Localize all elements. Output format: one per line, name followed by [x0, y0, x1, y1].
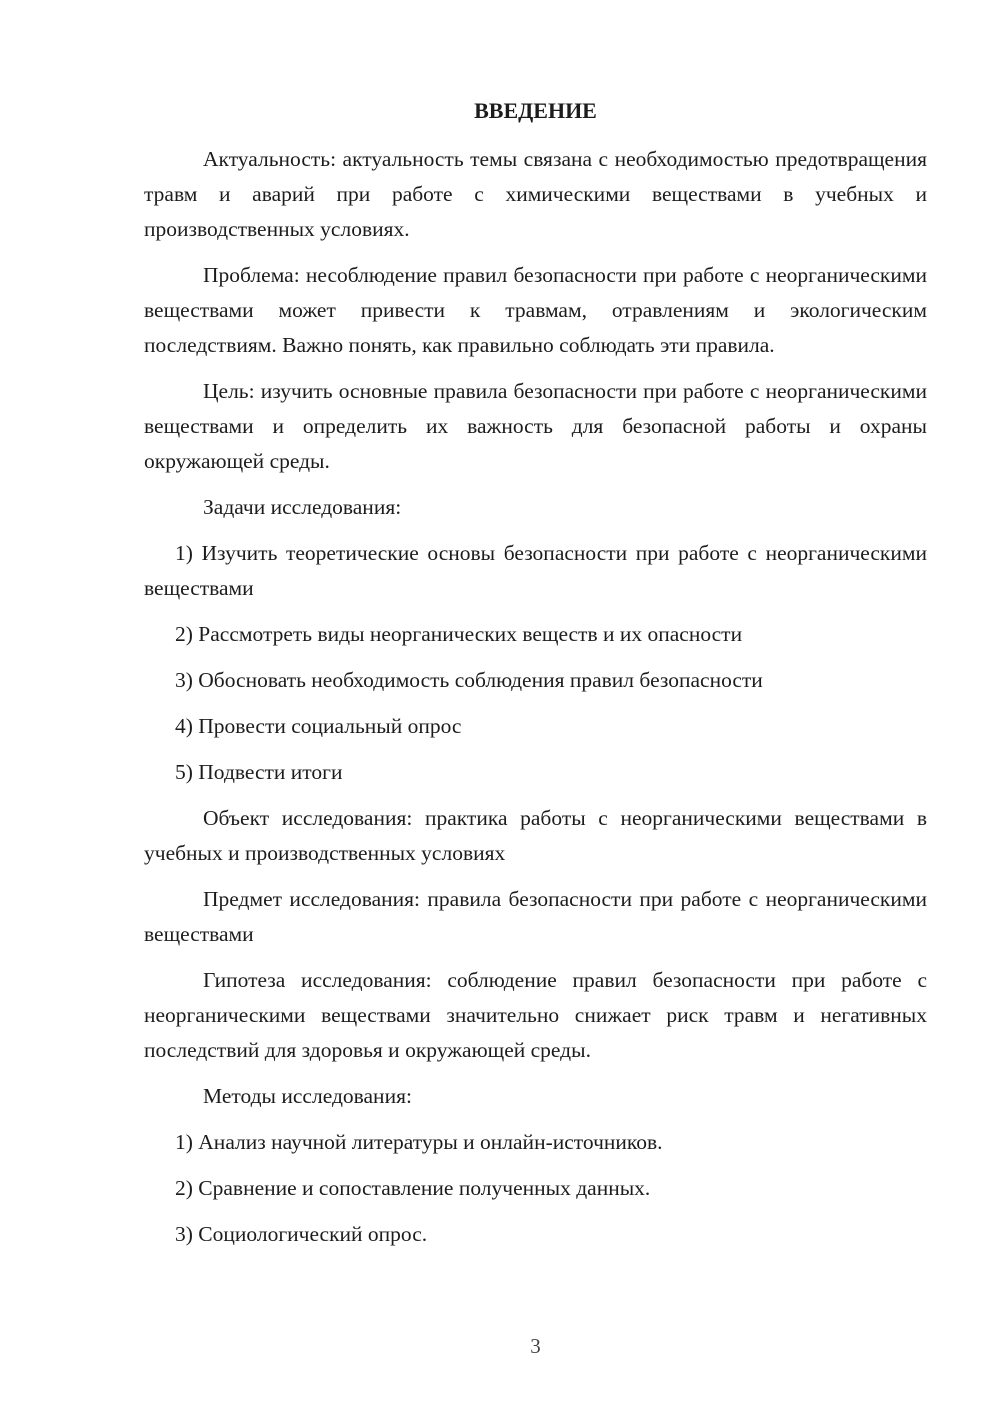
methods-heading: Методы исследования: [203, 1084, 412, 1108]
method-item: 1) Анализ научной литературы и онлайн-источников. [175, 1130, 663, 1154]
page-title: ВВЕДЕНИЕ [474, 98, 597, 123]
task-item: 4) Провести социальный опрос [175, 714, 462, 738]
method-item: 3) Социологический опрос. [175, 1222, 428, 1246]
document-body [144, 142, 927, 1263]
task-item: 1) Изучить теоретические основы безопасности при работе с неорганическими веществами [144, 541, 927, 600]
problem-paragraph: Проблема: несоблюдение правил безопасности при работе с неорганическими веществами может привести к травмам, отравлениям и экологическим последствиям. Важно понять, как правильно соблюдать эти правила. [144, 263, 927, 357]
task-item: 3) Обосновать необходимость соблюдения правил безопасности [175, 668, 763, 692]
page-number: 3 [530, 1334, 541, 1358]
task-item: 2) Рассмотреть виды неорганических веществ и их опасности [175, 622, 743, 646]
document-page [144, 0, 927, 1414]
object-paragraph: Объект исследования: практика работы с неорганическими веществами в учебных и производственных условиях [144, 806, 927, 865]
method-item: 2) Сравнение и сопоставление полученных данных. [175, 1176, 651, 1200]
subject-paragraph: Предмет исследования: правила безопасности при работе с неорганическими веществами [144, 887, 927, 946]
task-item: 5) Подвести итоги [175, 760, 343, 784]
hypothesis-paragraph: Гипотеза исследования: соблюдение правил безопасности при работе с неорганическими веществами значительно снижает риск травм и негативных последствий для здоровья и окружающей среды. [144, 968, 927, 1062]
tasks-heading: Задачи исследования: [203, 495, 402, 519]
goal-paragraph: Цель: изучить основные правила безопасности при работе с неорганическими веществами и определить их важность для безопасной работы и охраны окружающей среды. [144, 379, 927, 473]
relevance-paragraph: Актуальность: актуальность темы связана с необходимостью предотвращения травм и аварий при работе с химическими веществами в учебных и производственных условиях. [144, 147, 927, 241]
